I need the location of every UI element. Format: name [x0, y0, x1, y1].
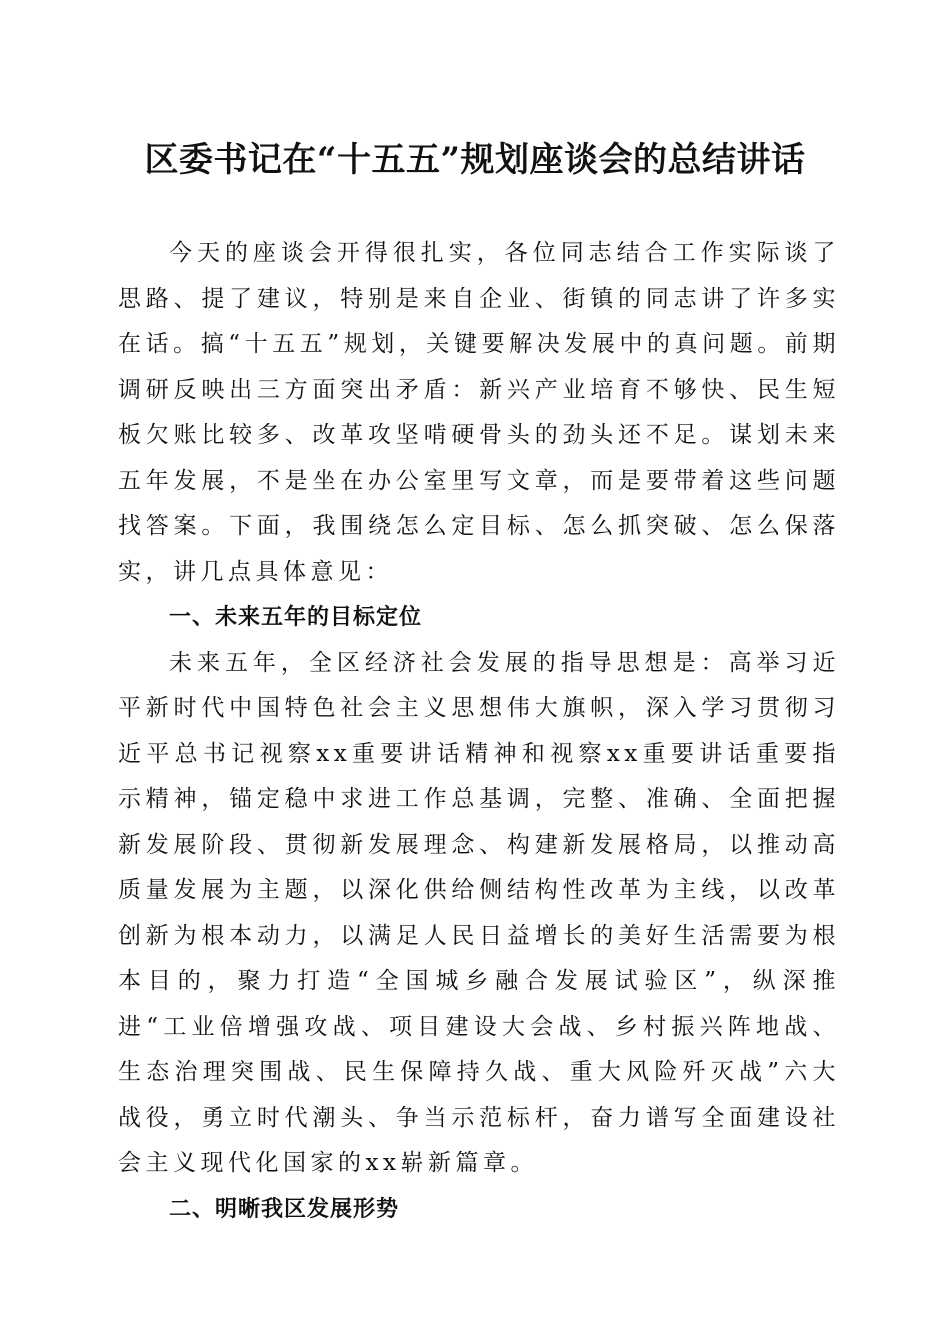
document-title: 区委书记在“十五五”规划座谈会的总结讲话: [144, 140, 806, 180]
goals-paragraph: 未来五年，全区经济社会发展的指导思想是：高举习近平新时代中国特色社会主义思想伟大旗帜，深入学习贯彻习近平总书记视察xx重要讲话精神和视察xx重要讲话重要指示精神，锚定稳中求进工作总基调，完整、准确、全面把握新发展阶段、贯彻新发展理念、构建新发展格局，以推动高质量发展为主题，以深化供给侧结构性改革为主线，以改革创新为根本动力，以满足人民日益增长的美好生活需要为根本目的，聚力打造“全国城乡融合发展试验区”，纵深推进“工业倍增强攻战、项目建设大会战、乡村振兴阵地战、生态治理突围战、民生保障持久战、重大风险歼灭战”六大战役，勇立时代潮头、争当示范标杆，奋力谱写全面建设社会主义现代化国家的xx崭新篇章。: [118, 649, 840, 1176]
opening-paragraph: 今天的座谈会开得很扎实，各位同志结合工作实际谈了思路、提了建议，特别是来自企业、街镇的同志讲了许多实在话。搞“十五五”规划，关键要解决发展中的真问题。前期调研反映出三方面突出矛盾：新兴产业培育不够快、民生短板欠账比较多、改革攻坚啃硬骨头的劲头还不足。谋划未来五年发展，不是坐在办公室里写文章，而是要带着这些问题找答案。下面，我围绕怎么定目标、怎么抓突破、怎么保落实，讲几点具体意见：: [118, 240, 840, 585]
section-heading-situation: 二、明晰我区发展形势: [169, 1196, 400, 1222]
section-heading-goals: 一、未来五年的目标定位: [169, 605, 423, 630]
document-body: [118, 231, 840, 1232]
